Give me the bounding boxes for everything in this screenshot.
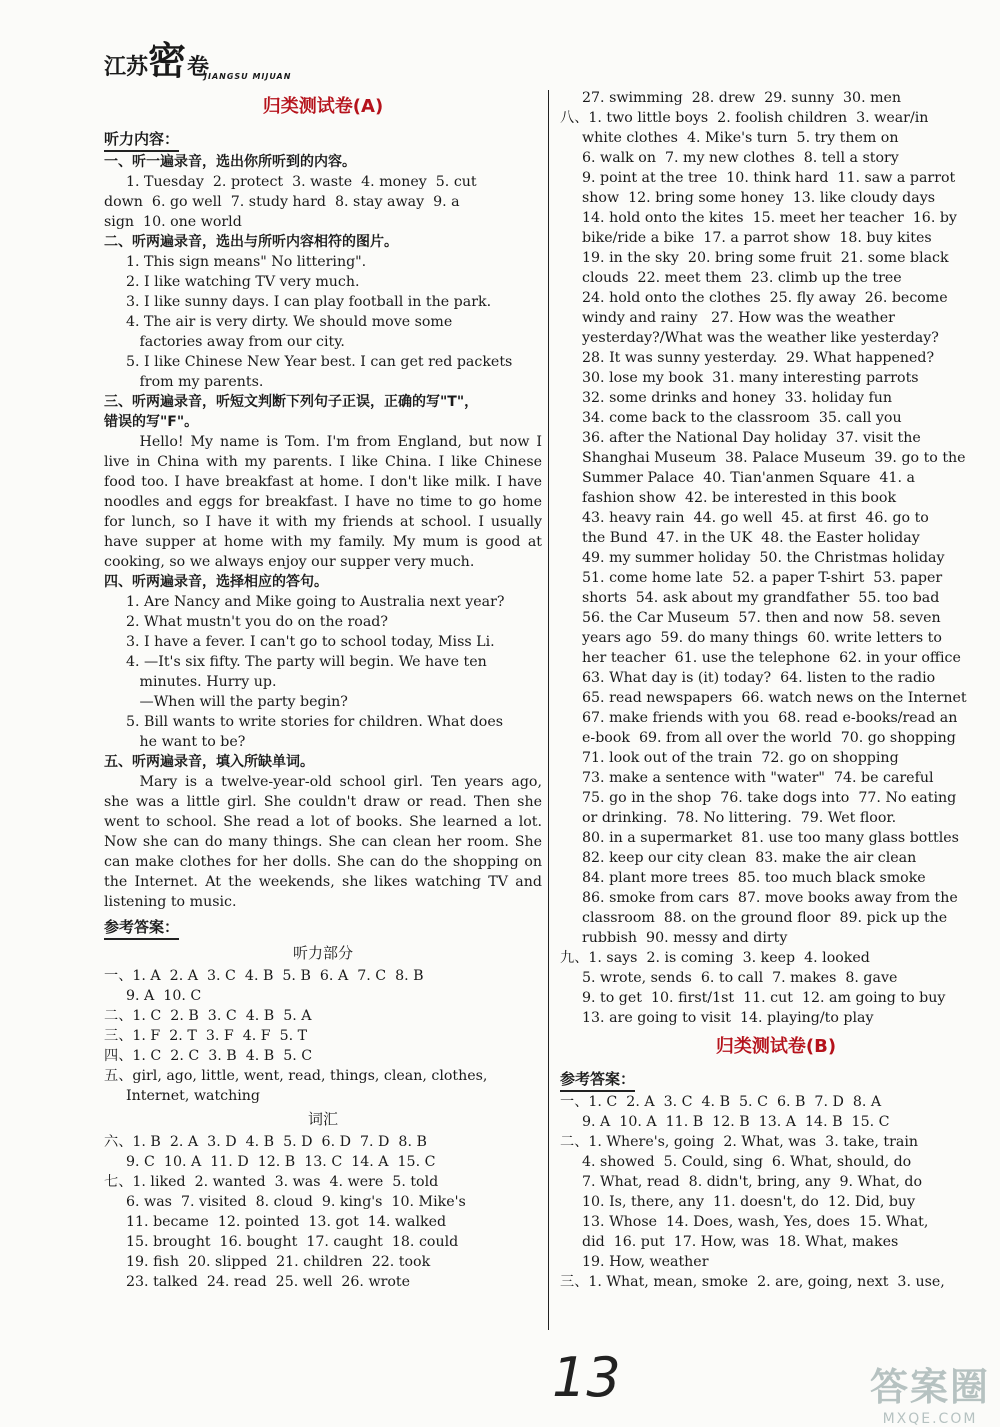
text-line: 28. It was sunny yesterday. 29. What happened? — [582, 350, 935, 366]
text-line: 1. Tuesday 2. protect 3. waste 4. money 5. cut — [126, 174, 477, 190]
text-line: 80. in a supermarket 81. use too many glass bottles — [582, 830, 959, 846]
text-line: yesterday?/What was the weather like yesterday? — [582, 330, 939, 346]
answers-heading-a: 参考答案： — [104, 916, 179, 940]
text-line: 1. Are Nancy and Mike going to Australia next year? — [126, 594, 505, 610]
text-line: 15. brought 16. bought 17. caught 18. could — [126, 1234, 459, 1250]
text-line: 六、1. B 2. A 3. D 4. B 5. D 6. D 7. D 8. B — [104, 1134, 427, 1150]
text-line: 五、girl, ago, little, went, read, things, clean, clothes, — [104, 1068, 488, 1084]
text-line: 四、1. C 2. C 3. B 4. B 5. C — [104, 1048, 313, 1064]
text-line: show 12. bring some honey 13. like cloudy days — [582, 190, 936, 206]
text-line: e-book 69. from all over the world 70. go shopping — [582, 730, 956, 746]
text-line: 86. smoke from cars 87. move books away from the — [582, 890, 958, 906]
text-line: 14. hold onto the kites 15. meet her teacher 16. by — [582, 210, 957, 226]
text-line: 四、听两遍录音，选择相应的答句。 — [104, 574, 328, 590]
text-line: he want to be? — [126, 734, 246, 750]
text-line: 二、1. Where's, going 2. What, was 3. take, train — [560, 1134, 918, 1150]
text-line: 4. —It's six fifty. The party will begin. We have ten — [126, 654, 487, 670]
text-line: 错误的写"F"。 — [104, 414, 199, 430]
text-line: 二、1. C 2. B 3. C 4. B 5. A — [104, 1008, 312, 1024]
text-line: fashion show 42. be interested in this book — [582, 490, 897, 506]
text-line: 19. in the sky 20. bring some fruit 21. some black — [582, 250, 949, 266]
text-line: 2. What mustn't you do on the road? — [126, 614, 388, 630]
text-line: 九、1. says 2. is coming 3. keep 4. looked — [560, 950, 870, 966]
column-divider — [548, 90, 549, 1330]
text-line: her teacher 61. use the telephone 62. in your office — [582, 650, 961, 666]
text-line: rubbish 90. messy and dirty — [582, 930, 788, 946]
text-line: Summer Palace 40. Tian'anmen Square 41. a — [582, 470, 915, 486]
text-line: 三、1. F 2. T 3. F 4. F 5. T — [104, 1028, 308, 1044]
text-line: minutes. Hurry up. — [126, 674, 277, 690]
text-line: shorts 54. ask about my grandfather 55. too bad — [582, 590, 940, 606]
text-line: years ago 59. do many things 60. write letters to — [582, 630, 942, 646]
answer-lines-4 — [560, 1092, 992, 1292]
text-line: 3. I have a fever. I can't go to school today, Miss Li. — [126, 634, 495, 650]
text-line: 5. wrote, sends 6. to call 7. makes 8. gave — [582, 970, 898, 986]
paragraph-5: Mary is a twelve-year-old school girl. Ten years ago, she was a little girl. She couldn't draw or read. Then she went to school. She read a lot of books. She learned a lot. Now she can do many things. She can clean her room. She can make clothes for her dolls. She can do the shopping on the Internet. At the weekends, she likes watching TV and listening to music. — [104, 774, 542, 910]
text-line: 一、1. A 2. A 3. C 4. B 5. B 6. A 7. C 8. B — [104, 968, 424, 984]
text-line: 3. I like sunny days. I can play football in the park. — [126, 294, 492, 310]
text-line: clouds 22. meet them 23. climb up the tree — [582, 270, 902, 286]
text-line: 一、1. C 2. A 3. C 4. B 5. C 6. B 7. D 8. A — [560, 1094, 882, 1110]
text-line: 32. some drinks and honey 33. holiday fun — [582, 390, 893, 406]
text-line: bike/ride a bike 17. a parrot show 18. buy kites — [582, 230, 932, 246]
text-line: sign 10. one world — [104, 214, 242, 230]
text-line: 八、1. two little boys 2. foolish children 3. wear/in — [560, 110, 929, 126]
answer-lines-2 — [104, 1132, 542, 1292]
brand-sub: JIANGSU MIJUAN — [204, 72, 292, 81]
text-line: 34. come back to the classroom 35. call you — [582, 410, 902, 426]
text-line: 9. C 10. A 11. D 12. B 13. C 14. A 15. C — [126, 1154, 436, 1170]
text-line: 5. I like Chinese New Year best. I can get red packets — [126, 354, 513, 370]
right-column — [560, 88, 992, 1292]
text-line: 11. became 12. pointed 13. got 14. walked — [126, 1214, 447, 1230]
text-line: 七、1. liked 2. wanted 3. was 4. were 5. told — [104, 1174, 439, 1190]
text-line: Internet, watching — [126, 1088, 261, 1104]
answers-heading-b: 参考答案： — [560, 1068, 635, 1092]
text-line: 2. I like watching TV very much. — [126, 274, 360, 290]
section-title-a: 归类测试卷(A) — [262, 96, 384, 117]
listening-heading: 听力内容： — [104, 128, 179, 152]
answer-lines-3 — [560, 88, 992, 1028]
text-line: did 16. put 17. How, was 18. What, makes — [582, 1234, 899, 1250]
brand-logo — [104, 30, 292, 85]
text-line: the Bund 47. in the UK 48. the Easter holiday — [582, 530, 920, 546]
text-line: 73. make a sentence with "water" 74. be careful — [582, 770, 934, 786]
page-number: 13 — [552, 1346, 621, 1409]
text-line: 1. This sign means" No littering". — [126, 254, 367, 270]
text-line: 75. go in the shop 76. take dogs into 77. No eating — [582, 790, 957, 806]
text-line: 三、听两遍录音，听短文判断下列句子正误，正确的写"T"， — [104, 394, 479, 410]
answer-lines-1 — [104, 966, 542, 1106]
text-line: from my parents. — [126, 374, 264, 390]
text-line: 6. was 7. visited 8. cloud 9. king's 10. Mike's — [126, 1194, 466, 1210]
text-line: 6. walk on 7. my new clothes 8. tell a story — [582, 150, 899, 166]
watermark-url: MXQE.COM — [882, 1411, 978, 1427]
text-line: 10. Is, there, any 11. doesn't, do 12. Did, buy — [582, 1194, 916, 1210]
text-line: 71. look out of the train 72. go on shopping — [582, 750, 899, 766]
text-line: 84. plant more trees 85. too much black smoke — [582, 870, 926, 886]
brand-part1: 江苏 — [104, 55, 149, 80]
text-line: 9. point at the tree 10. think hard 11. saw a parrot — [582, 170, 956, 186]
text-line: 49. my summer holiday 50. the Christmas holiday — [582, 550, 945, 566]
text-line: 51. come home late 52. a paper T-shirt 53. paper — [582, 570, 943, 586]
text-line: classroom 88. on the ground floor 89. pick up the — [582, 910, 948, 926]
text-line: 65. read newspapers 66. watch news on the Internet — [582, 690, 967, 706]
text-line: —When will the party begin? — [126, 694, 348, 710]
watermark — [870, 1356, 990, 1427]
text-line: 13. Whose 14. Does, wash, Yes, does 15. What, — [582, 1214, 929, 1230]
text-line: 56. the Car Museum 57. then and now 58. seven — [582, 610, 941, 626]
text-line: down 6. go well 7. study hard 8. stay away 9. a — [104, 194, 460, 210]
vocab-part-heading: 词汇 — [307, 1110, 338, 1128]
text-line: 一、听一遍录音，选出你所听到的内容。 — [104, 154, 356, 170]
brand-part3: 卷 — [187, 55, 210, 80]
text-line: 82. keep our city clean 83. make the air clean — [582, 850, 917, 866]
text-line: 9. to get 10. first/1st 11. cut 12. am going to buy — [582, 990, 946, 1006]
text-line: 27. swimming 28. drew 29. sunny 30. men — [582, 90, 902, 106]
text-line: 9. A 10. C — [126, 988, 202, 1004]
text-line: 三、1. What, mean, smoke 2. are, going, next 3. use, — [560, 1274, 945, 1290]
text-line: windy and rainy 27. How was the weather — [582, 310, 895, 326]
text-line: 4. showed 5. Could, sing 6. What, should, do — [582, 1154, 912, 1170]
text-line: 7. What, read 8. didn't, bring, any 9. What, do — [582, 1174, 923, 1190]
text-line: 13. are going to visit 14. playing/to play — [582, 1010, 874, 1026]
listening-part-heading: 听力部分 — [292, 944, 353, 962]
text-line: 36. after the National Day holiday 37. visit the — [582, 430, 921, 446]
paragraph-3: Hello! My name is Tom. I'm from England, but now I live in China with my parents. I like China. I like Chinese food too. I have breakfast at home. I don't like milk. I have noodles and eggs for breakfast. I have no time to go home for lunch, so I have it with my friends at school. I usually have supper at home with my family. My mum is good at cooking, so we always enjoy our supper very much. — [104, 434, 542, 570]
text-line: 67. make friends with you 68. read e-books/read an — [582, 710, 958, 726]
text-line: 五、听两遍录音，填入所缺单词。 — [104, 754, 314, 770]
text-line: 43. heavy rain 44. go well 45. at first 46. go to — [582, 510, 929, 526]
text-line: 30. lose my book 31. many interesting parrots — [582, 370, 919, 386]
text-line: 4. The air is very dirty. We should move some — [126, 314, 453, 330]
text-line: 19. How, weather — [582, 1254, 709, 1270]
text-line: white clothes 4. Mike's turn 5. try them on — [582, 130, 899, 146]
text-line: 23. talked 24. read 25. well 26. wrote — [126, 1274, 411, 1290]
listening-lines-2 — [104, 572, 542, 772]
text-line: factories away from our city. — [126, 334, 345, 350]
text-line: 63. What day is (it) today? 64. listen to the radio — [582, 670, 936, 686]
text-line: 5. Bill wants to write stories for children. What does — [126, 714, 504, 730]
text-line: 二、听两遍录音，选出与所听内容相符的图片。 — [104, 234, 398, 250]
left-column — [104, 88, 542, 1292]
text-line: Shanghai Museum 38. Palace Museum 39. go to the — [582, 450, 966, 466]
text-line: 19. fish 20. slipped 21. children 22. took — [126, 1254, 431, 1270]
listening-lines-1 — [104, 152, 542, 432]
text-line: 9. A 10. A 11. B 12. B 13. A 14. B 15. C — [582, 1114, 890, 1130]
section-title-b: 归类测试卷(B) — [715, 1036, 837, 1057]
text-line: or drinking. 78. No littering. 79. Wet floor. — [582, 810, 897, 826]
watermark-logo: 答案圈 — [869, 1365, 990, 1409]
brand-part2: 密 — [148, 39, 188, 83]
text-line: 24. hold onto the clothes 25. fly away 26. become — [582, 290, 948, 306]
